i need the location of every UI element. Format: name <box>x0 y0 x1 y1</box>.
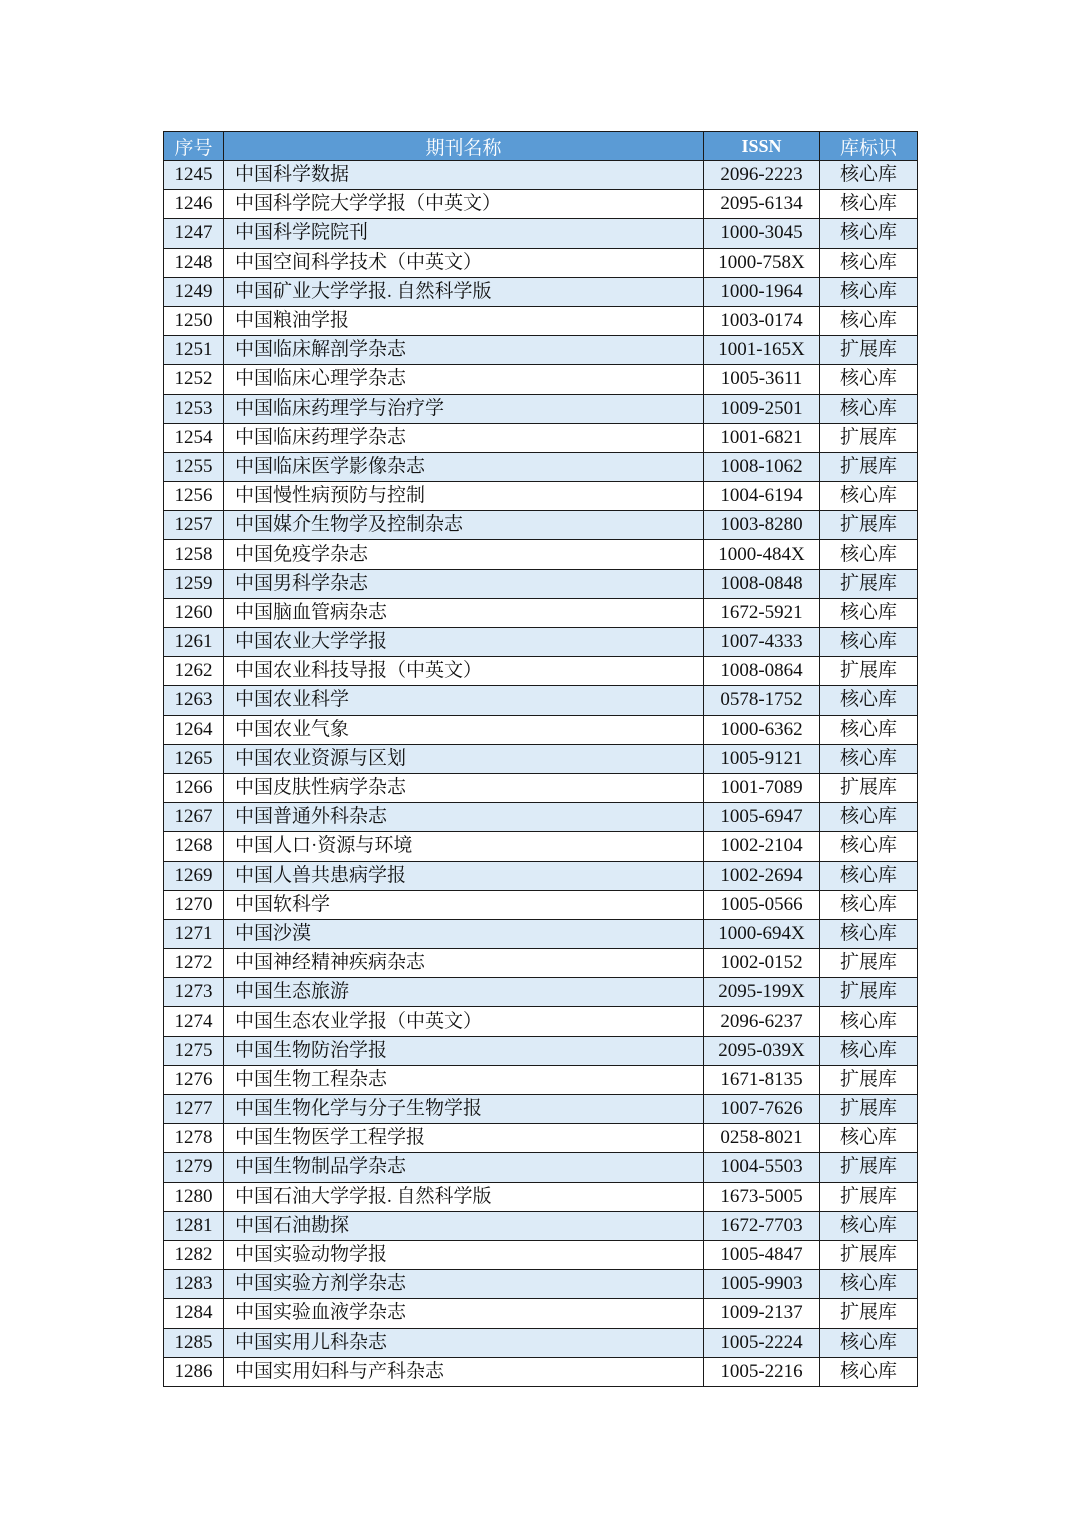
journal-name: 中国普通外科杂志 <box>224 803 704 832</box>
issn-value: 1000-3045 <box>704 219 820 248</box>
library-tag: 核心库 <box>820 365 918 394</box>
journal-name: 中国农业气象 <box>224 715 704 744</box>
journal-name: 中国临床医学影像杂志 <box>224 452 704 481</box>
issn-value: 1004-6194 <box>704 482 820 511</box>
row-number: 1247 <box>164 219 224 248</box>
row-number: 1259 <box>164 569 224 598</box>
table-row <box>164 1299 918 1328</box>
table-row <box>164 628 918 657</box>
table-row <box>164 949 918 978</box>
library-tag: 扩展库 <box>820 452 918 481</box>
journal-name: 中国实验血液学杂志 <box>224 1299 704 1328</box>
table-row <box>164 686 918 715</box>
journal-name: 中国媒介生物学及控制杂志 <box>224 511 704 540</box>
table-row <box>164 569 918 598</box>
library-tag: 核心库 <box>820 1328 918 1357</box>
library-tag: 核心库 <box>820 306 918 335</box>
issn-value: 1001-7089 <box>704 773 820 802</box>
table-row <box>164 1124 918 1153</box>
library-tag: 核心库 <box>820 248 918 277</box>
row-number: 1268 <box>164 832 224 861</box>
library-tag: 扩展库 <box>820 657 918 686</box>
journal-name: 中国实验动物学报 <box>224 1240 704 1269</box>
table-row <box>164 423 918 452</box>
library-tag: 核心库 <box>820 686 918 715</box>
row-number: 1284 <box>164 1299 224 1328</box>
header-journal-name: 期刊名称 <box>224 132 704 161</box>
issn-value: 1005-3611 <box>704 365 820 394</box>
journal-name: 中国临床心理学杂志 <box>224 365 704 394</box>
library-tag: 扩展库 <box>820 773 918 802</box>
issn-value: 1005-0566 <box>704 890 820 919</box>
issn-value: 1009-2501 <box>704 394 820 423</box>
issn-value: 1005-2216 <box>704 1357 820 1386</box>
table-header-row <box>164 132 918 161</box>
row-number: 1262 <box>164 657 224 686</box>
row-number: 1264 <box>164 715 224 744</box>
journal-name: 中国脑血管病杂志 <box>224 598 704 627</box>
table-row <box>164 715 918 744</box>
library-tag: 扩展库 <box>820 1095 918 1124</box>
header-no: 序号 <box>164 132 224 161</box>
row-number: 1271 <box>164 919 224 948</box>
row-number: 1256 <box>164 482 224 511</box>
row-number: 1266 <box>164 773 224 802</box>
journal-name: 中国免疫学杂志 <box>224 540 704 569</box>
table-row <box>164 1036 918 1065</box>
journal-name: 中国实用妇科与产科杂志 <box>224 1357 704 1386</box>
library-tag: 核心库 <box>820 190 918 219</box>
issn-value: 1000-694X <box>704 919 820 948</box>
table-row <box>164 1007 918 1036</box>
issn-value: 0578-1752 <box>704 686 820 715</box>
table-row <box>164 1065 918 1094</box>
library-tag: 核心库 <box>820 803 918 832</box>
issn-value: 2096-2223 <box>704 161 820 190</box>
row-number: 1254 <box>164 423 224 452</box>
row-number: 1261 <box>164 628 224 657</box>
journal-name: 中国实用儿科杂志 <box>224 1328 704 1357</box>
row-number: 1253 <box>164 394 224 423</box>
issn-value: 2095-039X <box>704 1036 820 1065</box>
library-tag: 核心库 <box>820 1357 918 1386</box>
row-number: 1250 <box>164 306 224 335</box>
journal-name: 中国实验方剂学杂志 <box>224 1270 704 1299</box>
row-number: 1276 <box>164 1065 224 1094</box>
table-row <box>164 803 918 832</box>
library-tag: 核心库 <box>820 628 918 657</box>
library-tag: 核心库 <box>820 540 918 569</box>
table-row <box>164 482 918 511</box>
table-row <box>164 219 918 248</box>
journal-name: 中国农业资源与区划 <box>224 744 704 773</box>
row-number: 1280 <box>164 1182 224 1211</box>
row-number: 1286 <box>164 1357 224 1386</box>
row-number: 1274 <box>164 1007 224 1036</box>
issn-value: 1008-0864 <box>704 657 820 686</box>
table-row <box>164 890 918 919</box>
row-number: 1269 <box>164 861 224 890</box>
library-tag: 核心库 <box>820 1270 918 1299</box>
row-number: 1279 <box>164 1153 224 1182</box>
journal-name: 中国男科学杂志 <box>224 569 704 598</box>
journal-name: 中国科学院院刊 <box>224 219 704 248</box>
row-number: 1285 <box>164 1328 224 1357</box>
issn-value: 1005-6947 <box>704 803 820 832</box>
table-row <box>164 161 918 190</box>
row-number: 1245 <box>164 161 224 190</box>
library-tag: 核心库 <box>820 161 918 190</box>
table-row <box>164 744 918 773</box>
journal-name: 中国农业大学学报 <box>224 628 704 657</box>
journal-name: 中国生物医学工程学报 <box>224 1124 704 1153</box>
journal-name: 中国临床药理学与治疗学 <box>224 394 704 423</box>
journal-name: 中国生物制品学杂志 <box>224 1153 704 1182</box>
table-row <box>164 978 918 1007</box>
journal-name: 中国沙漠 <box>224 919 704 948</box>
table-row <box>164 657 918 686</box>
journal-name: 中国生物工程杂志 <box>224 1065 704 1094</box>
row-number: 1260 <box>164 598 224 627</box>
library-tag: 扩展库 <box>820 1299 918 1328</box>
library-tag: 核心库 <box>820 598 918 627</box>
library-tag: 扩展库 <box>820 511 918 540</box>
row-number: 1248 <box>164 248 224 277</box>
row-number: 1255 <box>164 452 224 481</box>
journal-name: 中国神经精神疾病杂志 <box>224 949 704 978</box>
issn-value: 1009-2137 <box>704 1299 820 1328</box>
issn-value: 1001-165X <box>704 336 820 365</box>
issn-value: 1007-7626 <box>704 1095 820 1124</box>
journal-name: 中国皮肤性病学杂志 <box>224 773 704 802</box>
library-tag: 扩展库 <box>820 1153 918 1182</box>
journal-name: 中国慢性病预防与控制 <box>224 482 704 511</box>
library-tag: 核心库 <box>820 482 918 511</box>
issn-value: 1000-1964 <box>704 277 820 306</box>
journal-name: 中国临床解剖学杂志 <box>224 336 704 365</box>
journal-name: 中国生物化学与分子生物学报 <box>224 1095 704 1124</box>
issn-value: 1671-8135 <box>704 1065 820 1094</box>
table-row <box>164 306 918 335</box>
header-issn: ISSN <box>704 132 820 161</box>
table-row <box>164 365 918 394</box>
issn-value: 0258-8021 <box>704 1124 820 1153</box>
library-tag: 扩展库 <box>820 1182 918 1211</box>
table-row <box>164 394 918 423</box>
library-tag: 核心库 <box>820 277 918 306</box>
library-tag: 扩展库 <box>820 949 918 978</box>
issn-value: 2095-199X <box>704 978 820 1007</box>
issn-value: 1673-5005 <box>704 1182 820 1211</box>
table-row <box>164 1270 918 1299</box>
library-tag: 核心库 <box>820 219 918 248</box>
library-tag: 扩展库 <box>820 1240 918 1269</box>
library-tag: 核心库 <box>820 1124 918 1153</box>
library-tag: 核心库 <box>820 861 918 890</box>
issn-value: 1002-2104 <box>704 832 820 861</box>
journal-name: 中国临床药理学杂志 <box>224 423 704 452</box>
issn-value: 1005-2224 <box>704 1328 820 1357</box>
journal-name: 中国软科学 <box>224 890 704 919</box>
issn-value: 1000-6362 <box>704 715 820 744</box>
table-row <box>164 1357 918 1386</box>
library-tag: 扩展库 <box>820 1065 918 1094</box>
issn-value: 1672-5921 <box>704 598 820 627</box>
library-tag: 扩展库 <box>820 569 918 598</box>
row-number: 1257 <box>164 511 224 540</box>
row-number: 1277 <box>164 1095 224 1124</box>
row-number: 1272 <box>164 949 224 978</box>
row-number: 1270 <box>164 890 224 919</box>
library-tag: 核心库 <box>820 1036 918 1065</box>
row-number: 1265 <box>164 744 224 773</box>
row-number: 1275 <box>164 1036 224 1065</box>
library-tag: 核心库 <box>820 832 918 861</box>
table-row <box>164 277 918 306</box>
journal-name: 中国农业科技导报（中英文） <box>224 657 704 686</box>
journal-table <box>163 131 918 1387</box>
issn-value: 1003-0174 <box>704 306 820 335</box>
table-row <box>164 540 918 569</box>
issn-value: 1000-484X <box>704 540 820 569</box>
library-tag: 核心库 <box>820 394 918 423</box>
issn-value: 1005-4847 <box>704 1240 820 1269</box>
row-number: 1258 <box>164 540 224 569</box>
row-number: 1252 <box>164 365 224 394</box>
table-row <box>164 773 918 802</box>
journal-name: 中国生物防治学报 <box>224 1036 704 1065</box>
journal-name: 中国石油勘探 <box>224 1211 704 1240</box>
journal-name: 中国矿业大学学报. 自然科学版 <box>224 277 704 306</box>
issn-value: 1672-7703 <box>704 1211 820 1240</box>
issn-value: 1002-2694 <box>704 861 820 890</box>
issn-value: 1003-8280 <box>704 511 820 540</box>
row-number: 1273 <box>164 978 224 1007</box>
library-tag: 核心库 <box>820 919 918 948</box>
library-tag: 核心库 <box>820 1211 918 1240</box>
journal-name: 中国空间科学技术（中英文） <box>224 248 704 277</box>
table-row <box>164 248 918 277</box>
row-number: 1283 <box>164 1270 224 1299</box>
journal-name: 中国科学院大学学报（中英文） <box>224 190 704 219</box>
row-number: 1267 <box>164 803 224 832</box>
row-number: 1278 <box>164 1124 224 1153</box>
row-number: 1246 <box>164 190 224 219</box>
table-row <box>164 1153 918 1182</box>
table-row <box>164 1095 918 1124</box>
table-row <box>164 919 918 948</box>
table-row <box>164 598 918 627</box>
library-tag: 扩展库 <box>820 978 918 1007</box>
library-tag: 核心库 <box>820 890 918 919</box>
row-number: 1263 <box>164 686 224 715</box>
issn-value: 2096-6237 <box>704 1007 820 1036</box>
journal-name: 中国石油大学学报. 自然科学版 <box>224 1182 704 1211</box>
issn-value: 1000-758X <box>704 248 820 277</box>
table-body <box>164 161 918 1387</box>
table-row <box>164 861 918 890</box>
table-row <box>164 1211 918 1240</box>
issn-value: 1008-1062 <box>704 452 820 481</box>
issn-value: 1005-9903 <box>704 1270 820 1299</box>
journal-name: 中国生态旅游 <box>224 978 704 1007</box>
issn-value: 1005-9121 <box>704 744 820 773</box>
table-row <box>164 336 918 365</box>
library-tag: 扩展库 <box>820 336 918 365</box>
library-tag: 核心库 <box>820 715 918 744</box>
header-library: 库标识 <box>820 132 918 161</box>
journal-name: 中国科学数据 <box>224 161 704 190</box>
journal-name: 中国人口·资源与环境 <box>224 832 704 861</box>
table-row <box>164 1240 918 1269</box>
row-number: 1281 <box>164 1211 224 1240</box>
row-number: 1251 <box>164 336 224 365</box>
issn-value: 2095-6134 <box>704 190 820 219</box>
table-row <box>164 832 918 861</box>
library-tag: 核心库 <box>820 744 918 773</box>
issn-value: 1001-6821 <box>704 423 820 452</box>
table-row <box>164 511 918 540</box>
journal-name: 中国生态农业学报（中英文） <box>224 1007 704 1036</box>
table-row <box>164 1182 918 1211</box>
table-row <box>164 452 918 481</box>
row-number: 1249 <box>164 277 224 306</box>
issn-value: 1004-5503 <box>704 1153 820 1182</box>
issn-value: 1002-0152 <box>704 949 820 978</box>
library-tag: 扩展库 <box>820 423 918 452</box>
journal-name: 中国粮油学报 <box>224 306 704 335</box>
library-tag: 核心库 <box>820 1007 918 1036</box>
issn-value: 1007-4333 <box>704 628 820 657</box>
table-row <box>164 1328 918 1357</box>
journal-name: 中国农业科学 <box>224 686 704 715</box>
table-row <box>164 190 918 219</box>
row-number: 1282 <box>164 1240 224 1269</box>
journal-name: 中国人兽共患病学报 <box>224 861 704 890</box>
issn-value: 1008-0848 <box>704 569 820 598</box>
